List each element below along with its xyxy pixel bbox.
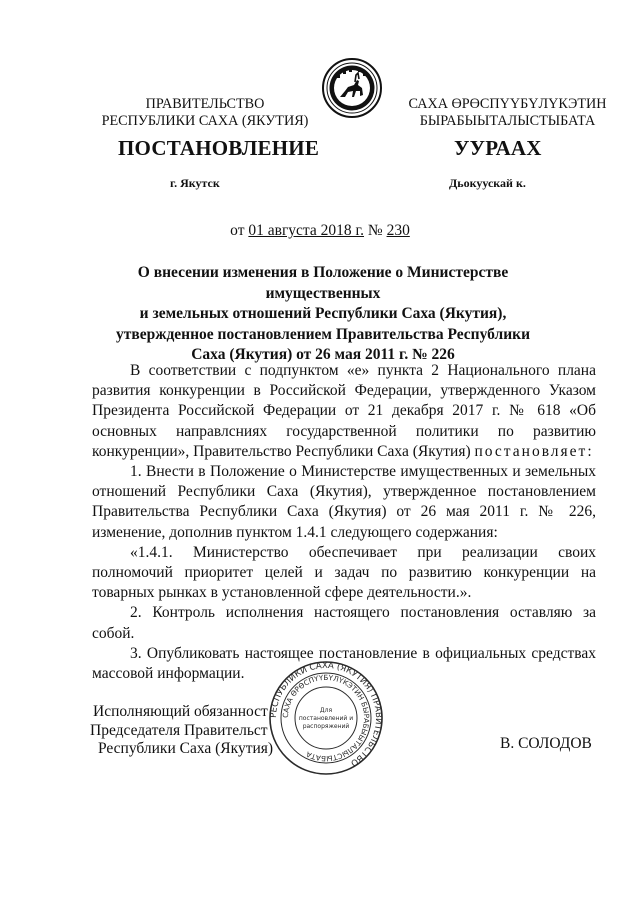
subject-line3: утвержденное постановлением Правительства Республики (115, 325, 531, 343)
document-title-ru: ПОСТАНОВЛЕНИЕ (118, 136, 320, 160)
header-left-line2: РЕСПУБЛИКИ САХА (ЯКУТИЯ) (101, 113, 309, 129)
number-sign: № (364, 222, 387, 239)
seal-outer-text: РЕСПУБЛИКИ САХА (ЯКУТИЯ) ПРАВИТЕЛЬСТВО (268, 660, 384, 768)
subject-line2: и земельных отношений Республики Саха (Якутия), (139, 305, 507, 322)
date-number-line (0, 222, 640, 240)
signatory-line2: Председателя Правительст (90, 721, 268, 739)
preamble-text: В соответствии с подпунктом «е» пункта 2 Национального плана развития конкуренции в Российской Федерации, утвержденного Указом Президента Российской Федерации от 21 декабря 2017 г. № 618 «Об основных направлсниях государственной политики по развитию конкуренции», Правительство Республики Саха (Якутия) (92, 362, 596, 460)
header-right-line2: БЫРАБЫЫТАЛЫСТЫБАТА (419, 113, 596, 129)
header-right-line1: САХА ӨРӨСПҮҮБҮЛҮКЭТИН (408, 96, 607, 112)
seal-center-line2: постановлений и (298, 715, 354, 722)
seal-center-line1: Для (319, 707, 333, 714)
signatory-title (90, 703, 273, 759)
signatory-name: В. СОЛОДОВ (500, 735, 592, 752)
signatory-line3: Республики Саха (Якутия) (98, 740, 274, 757)
header-right (395, 96, 620, 130)
document-body (92, 361, 596, 684)
date-prefix: от (230, 222, 249, 239)
resolves-word: постановляет: (474, 442, 594, 460)
subject-line1: О внесении изменения в Положение о Министерстве имущественных (137, 264, 509, 302)
document-subject (90, 263, 556, 366)
paragraph-preamble (92, 361, 596, 462)
paragraph-quoted-clause: «1.4.1. Министерство обеспечивает при реализации своих полномочий приоритет целей и задач по развитию конкуренции на товарных рынках в установленной сфере деятельности.». (92, 543, 596, 602)
subject-line4: Саха (Якутия) от 26 мая 2011 г. № 226 (191, 346, 455, 363)
document-title-sah: УУРААХ (454, 136, 542, 160)
paragraph-item-2: 2. Контроль исполнения настоящего постановления оставляю за собой. (92, 604, 596, 642)
header-left-line1: ПРАВИТЕЛЬСТВО (145, 96, 265, 112)
seal-inner-text: САХА ӨРӨСПҮҮБҮЛҮКЭТИН БЫРАБЫЫТАЛЫСТЫБАТА (280, 672, 372, 764)
header-left (100, 96, 310, 130)
document-date: 01 августа 2018 г. (248, 222, 365, 239)
signatory-line1: Исполняющий обязанност (93, 703, 268, 720)
official-seal-stamp (268, 660, 384, 776)
paragraph-item-3: 3. Опубликовать настоящее постановление в официальных средствах массовой информации. (92, 644, 596, 683)
seal-center-line3: распоряжений (302, 723, 350, 730)
coat-of-arms-emblem (321, 57, 383, 119)
city-sah: Дьокуускай к. (449, 176, 526, 190)
paragraph-item-1: 1. Внести в Положение о Министерстве имущественных и земельных отношений Республики Саха (Якутия), утвержденное постановлением Правительства Республики Саха (Якутия) от 26 мая 2011 г. № 226, изменение, дополнив пунктом 1.4.1 следующего содержания: (92, 463, 596, 541)
city-ru: г. Якутск (170, 176, 220, 190)
document-number: 230 (386, 222, 410, 239)
